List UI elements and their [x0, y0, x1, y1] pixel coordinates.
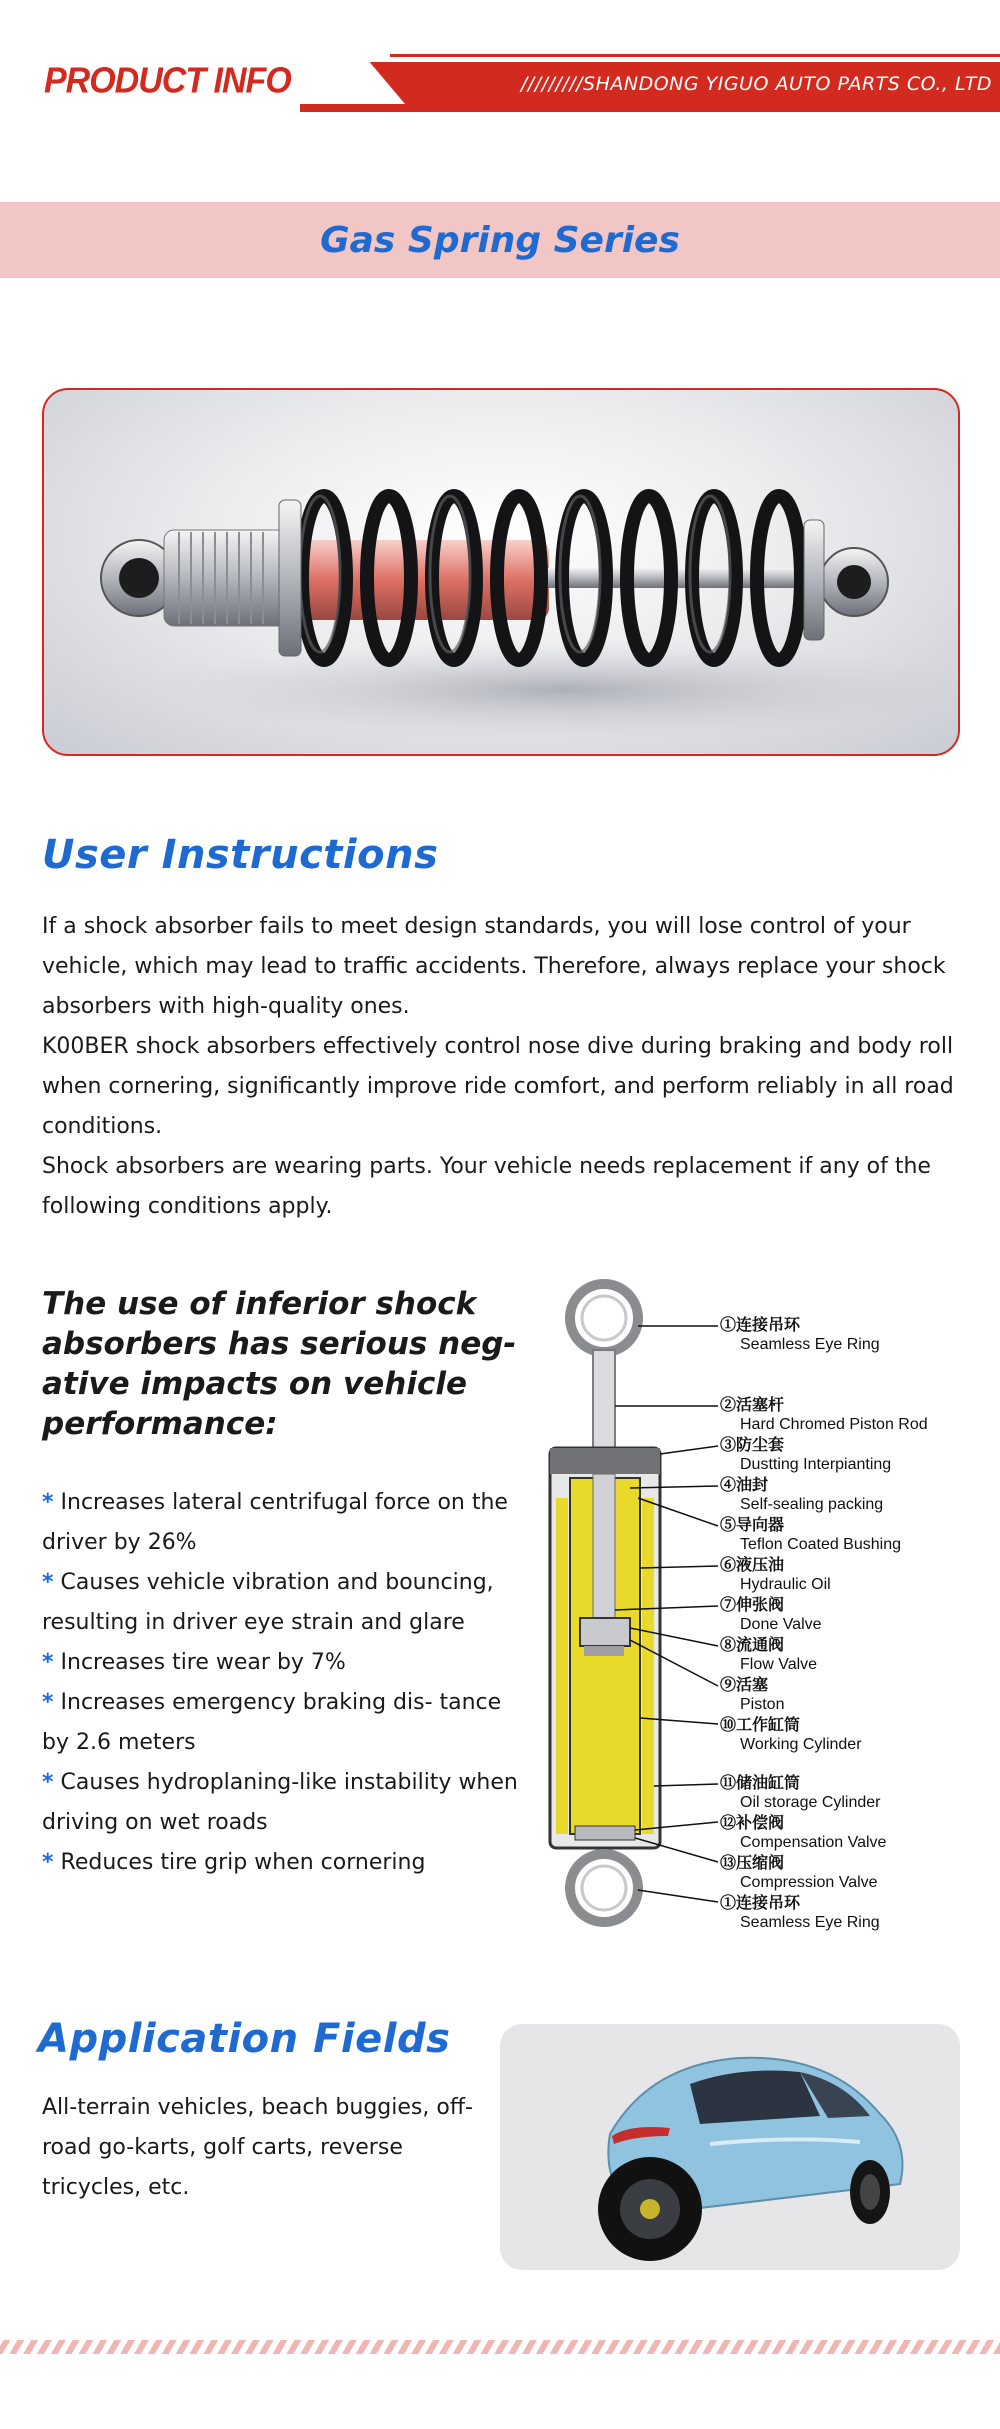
- footer-stripes: [0, 2340, 1000, 2354]
- diagram-label: ⑨活塞 Piston: [720, 1677, 785, 1713]
- bullet-star-icon: *: [42, 1690, 54, 1715]
- bullet-star-icon: *: [42, 1490, 54, 1515]
- diagram-label: ⑫补偿阀 Compensation Valve: [720, 1815, 887, 1851]
- impact-item: [42, 1843, 522, 1883]
- instructions-body: [42, 907, 972, 1227]
- header-top-line: [390, 54, 1000, 57]
- diagram-label: ③防尘套 Dustting Interpianting: [720, 1437, 892, 1473]
- impact-text: Reduces tire grip when cornering: [60, 1850, 426, 1875]
- impact-item: [42, 1643, 522, 1683]
- instructions-paragraph: K00BER shock absorbers effectively control nose dive during braking and body roll when cornering, significantly improve ride comfort, and perform reliably in all road conditions.: [42, 1034, 954, 1139]
- shock-absorber-diagram: [520, 1278, 960, 1938]
- bullet-star-icon: *: [42, 1570, 54, 1595]
- impact-text: Increases lateral centrifugal force on the driver by 26%: [42, 1490, 508, 1555]
- diagram-label: ⑧流通阀 Flow Valve: [720, 1637, 818, 1673]
- diagram-label: ①连接吊环 Seamless Eye Ring: [720, 1895, 880, 1931]
- bullet-star-icon: *: [42, 1650, 54, 1675]
- instructions-paragraph: If a shock absorber fails to meet design standards, you will lose control of your vehicle, which may lead to traffic accidents. Therefore, always replace your shock absorbers with high-quality ones.: [42, 914, 946, 1019]
- impacts-heading: The use of inferior shock absorbers has serious neg- ative impacts on vehicle performance:: [42, 1286, 517, 1442]
- user-instructions-heading: User Instructions: [42, 832, 439, 878]
- bullet-star-icon: *: [42, 1770, 54, 1795]
- impacts-list: [42, 1483, 522, 1883]
- series-title: Gas Spring Series: [320, 220, 680, 261]
- diagram-label: ⑥液压油 Hydraulic Oil: [720, 1557, 831, 1593]
- bullet-star-icon: *: [42, 1850, 54, 1875]
- product-info-badge: PRODUCT INFO: [44, 61, 291, 101]
- impact-item: [42, 1483, 522, 1563]
- three-wheel-vehicle-illustration: [500, 2024, 960, 2270]
- diagram-label: ①连接吊环 Seamless Eye Ring: [720, 1317, 880, 1353]
- impact-text: Increases emergency braking dis- tance by 2.6 meters: [42, 1690, 502, 1755]
- diagram-label: ②活塞杆 Hard Chromed Piston Rod: [720, 1397, 928, 1433]
- impact-text: Causes vehicle vibration and bouncing, resulting in driver eye strain and glare: [42, 1570, 494, 1635]
- diagram-label: ⑪储油缸筒 Oil storage Cylinder: [720, 1775, 881, 1811]
- diagram-label: ⑤导向器 Teflon Coated Bushing: [720, 1517, 901, 1553]
- application-fields-heading: Application Fields: [38, 2016, 451, 2062]
- diagram-label: ⑬压缩阀 Compression Valve: [720, 1855, 878, 1891]
- diagram-label: ⑩工作缸筒 Working Cylinder: [720, 1717, 862, 1753]
- diagram-label: ④油封 Self-sealing packing: [720, 1477, 884, 1513]
- header-banner: [0, 48, 1000, 112]
- vehicle-photo-frame: [500, 2024, 960, 2270]
- application-text: All-terrain vehicles, beach buggies, off-road go-karts, golf carts, reverse tricycles, etc.: [42, 2095, 473, 2200]
- impact-text: Increases tire wear by 7%: [60, 1650, 346, 1675]
- impact-item: [42, 1683, 522, 1763]
- impact-item: [42, 1763, 522, 1843]
- company-name: /////////SHANDONG YIGUO AUTO PARTS CO., LTD: [520, 73, 992, 95]
- diagram-label: ⑦伸张阀 Done Valve: [720, 1597, 822, 1633]
- impact-text: Causes hydroplaning-like instability when driving on wet roads: [42, 1770, 518, 1835]
- product-image-frame: [42, 388, 960, 756]
- instructions-paragraph: Shock absorbers are wearing parts. Your vehicle needs replacement if any of the following conditions apply.: [42, 1154, 931, 1219]
- shock-absorber-illustration: [44, 390, 960, 756]
- impact-item: [42, 1563, 522, 1643]
